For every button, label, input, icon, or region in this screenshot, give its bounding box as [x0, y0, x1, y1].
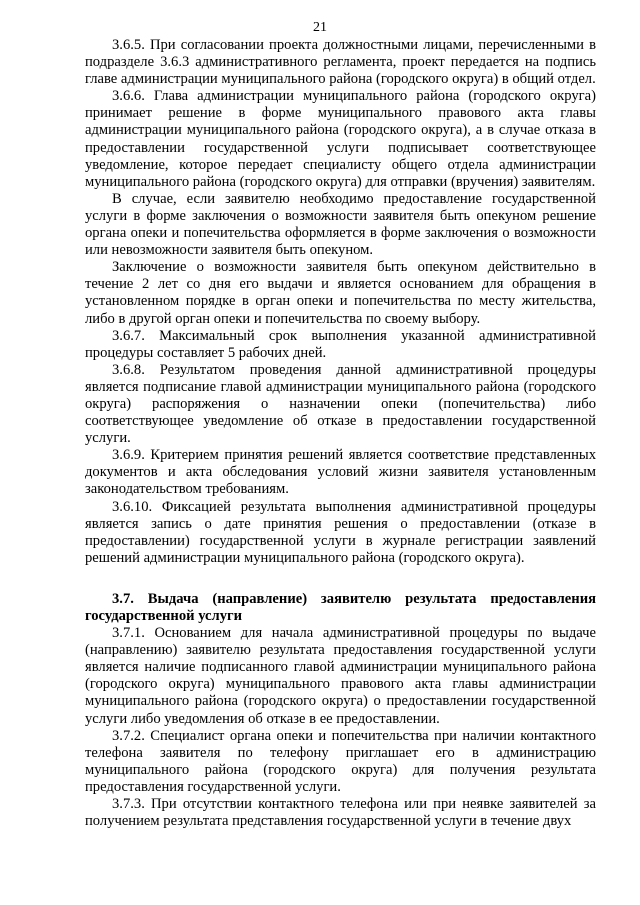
- document-body: [85, 37, 596, 830]
- paragraph-3-6-9: 3.6.9. Критерием принятия решений является соответствие представленных документов и акта обследования условий жизни заявителя установленным законодательством требованиям.: [85, 447, 596, 498]
- paragraph-3-6-10: 3.6.10. Фиксацией результата выполнения административной процедуры является запись о дате принятия решения о предоставлении (отказе в предоставлении) государственной услуги в журнале регистрации заявлений решений администрации муниципального района (городского округа).: [85, 498, 596, 566]
- paragraph-3-6-8: 3.6.8. Результатом проведения данной административной процедуры является подписание главой администрации муниципального района (городского округа) распоряжения о назначении опеки (попечительства) либо соответствующее уведомление об отказе в предоставлении государственной услуги.: [85, 361, 596, 447]
- paragraph-3-6-5: 3.6.5. При согласовании проекта должностными лицами, перечисленными в подразделе 3.6.3 административного регламента, проект передается на подпись главе администрации муниципального района (городского округа) в общий отдел.: [85, 37, 596, 88]
- paragraph-3-6-6: 3.6.6. Глава администрации муниципального района (городского округа) принимает решение в форме муниципального правового акта главы администрации муниципального района (городского округа), а в случае отказа в предоставлении государственной услуги подписывает соответствующее уведомление, которое передает специалисту общего отдела администрации муниципального района (городского округа) для отправки (вручения) заявителям.: [85, 88, 596, 190]
- section-heading-3-7: 3.7. Выдача (направление) заявителю результата предоставления государственной услуги: [85, 590, 596, 624]
- paragraph-3-7-2: 3.7.2. Специалист органа опеки и попечительства при наличии контактного телефона заявителя по телефону приглашает его в администрацию муниципального района (городского округа) для получения результата предоставления государственной услуги.: [85, 727, 596, 795]
- paragraph-conclusion-validity: Заключение о возможности заявителя быть опекуном действительно в течение 2 лет со дня его выдачи и является основанием для обращения в установленном порядке в орган опеки и попечительства по месту жительства, либо в другой орган опеки и попечительства по своему выбору.: [85, 259, 596, 327]
- paragraph-guardianship-conclusion: В случае, если заявителю необходимо предоставление государственной услуги в форме заключения о возможности заявителя быть опекуном решение органа опеки и попечительства оформляется в форме заключения о возможности или невозможности заявителя быть опекуном.: [85, 190, 596, 259]
- paragraph-3-6-7: 3.6.7. Максимальный срок выполнения указанной административной процедуры составляет 5 рабочих дней.: [85, 327, 596, 361]
- page-number: 21: [313, 20, 327, 35]
- paragraph-3-7-3: 3.7.3. При отсутствии контактного телефона или при неявке заявителей за получением результата представления государственной услуги в течение двух: [85, 796, 596, 830]
- paragraph-3-7-1: 3.7.1. Основанием для начала административной процедуры по выдаче (направлению) заявителю результата предоставления государственной услуги является наличие подписанного главой администрации муниципального района (городского округа) муниципального правового акта главы администрации муниципального района (городского округа) о предоставлении государственной услуги либо уведомления об отказе в ее предоставлении.: [85, 625, 596, 727]
